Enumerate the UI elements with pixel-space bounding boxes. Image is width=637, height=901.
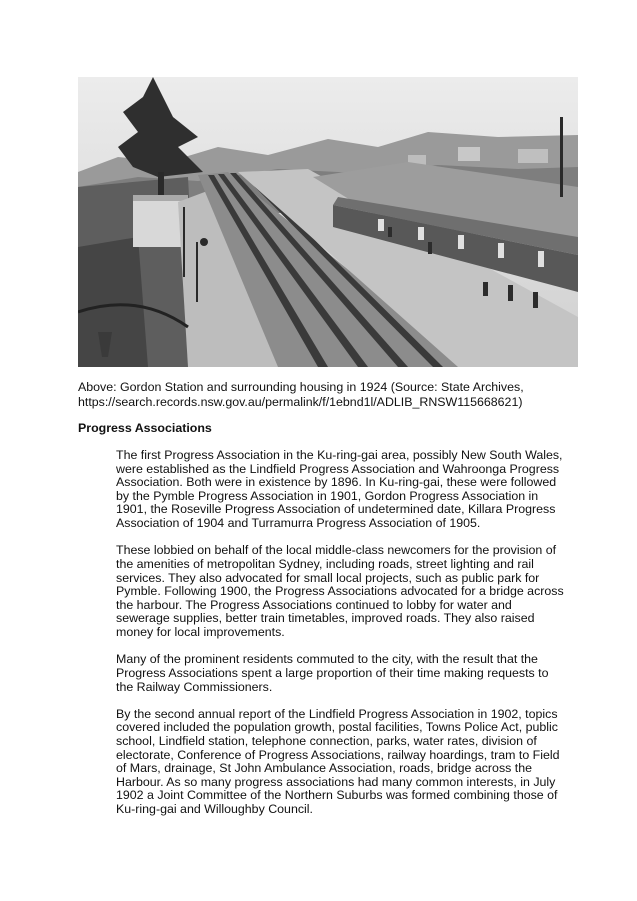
paragraph: Many of the prominent residents commuted to the city, with the result that the Progress Associations spent a large proportion of their time making requests to the Railway Commissioners. bbox=[116, 652, 549, 694]
body-text bbox=[116, 449, 566, 830]
photo-caption bbox=[78, 380, 598, 410]
photo-drawing bbox=[78, 77, 578, 367]
paragraph: The first Progress Association in the Ku-ring-gai area, possibly New South Wales, were established as the Lindfield Progress Association and Wahroonga Progress Association. Both were in existence by 1896. In Ku-ring-gai, these were followed by the Pymble Progress Association in 1901, Gordon Progress Association in 1901, the Roseville Progress Association of undetermined date, Killara Progress Association of 1904 and Turramurra Progress Association of 1905. bbox=[116, 448, 563, 530]
paragraph: By the second annual report of the Lindfield Progress Association in 1902, topics covered included the population growth, postal facilities, Towns Police Act, public school, Lindfield station, telephone connection, parks, water rates, division of electorate, Conference of Progress Associations, railway hoardings, tram to Field of Mars, drainage, St John Ambulance Association, roads, bridge across the Harbour. As so many progress associations had many common interests, in July 1902 a Joint Committee of the Northern Suburbs was formed combining those of Ku-ring-gai and Willoughby Council. bbox=[116, 706, 560, 817]
caption-line-2: https://search.records.nsw.gov.au/permalink/f/1ebnd1l/ADLIB_RNSW115668621) bbox=[78, 395, 523, 409]
caption-line-1: Above: Gordon Station and surrounding housing in 1924 (Source: State Archives, bbox=[78, 380, 524, 394]
section-heading: Progress Associations bbox=[78, 421, 212, 435]
paragraph: These lobbied on behalf of the local middle-class newcomers for the provision of the amenities of metropolitan Sydney, including roads, street lighting and rail services. They also advocated for small local projects, such as public park for Pymble. Following 1900, the Progress Associations advocated for a bridge across the harbour. The Progress Associations continued to lobby for water and sewerage supplies, better train timetables, improved roads. They also raised money for local improvements. bbox=[116, 543, 564, 639]
gordon-station-photo bbox=[78, 77, 578, 367]
